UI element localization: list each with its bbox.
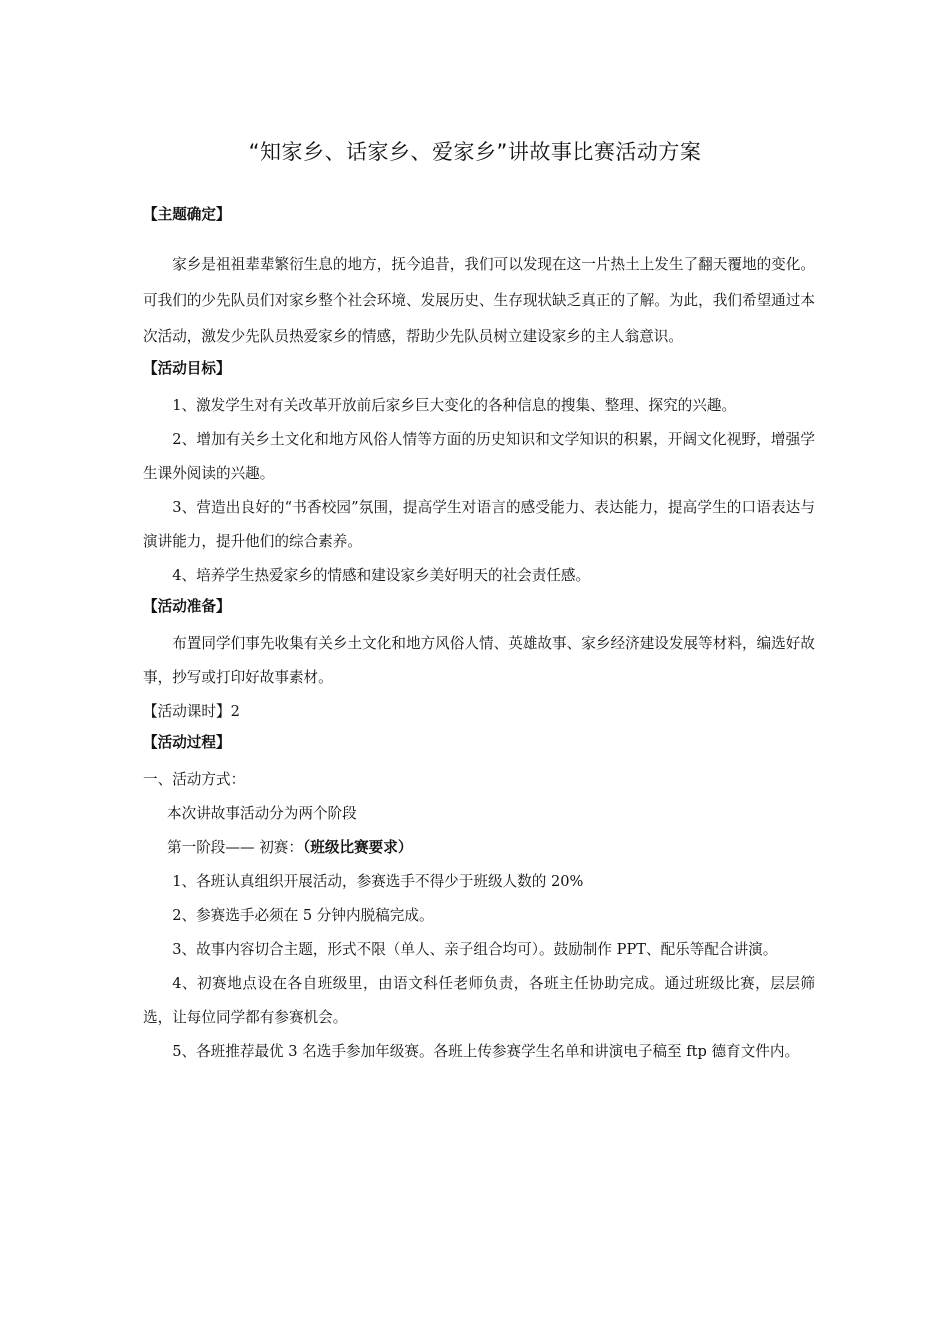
goal-item: 4、培养学生热爱家乡的情感和建设家乡美好明天的社会责任感。 (172, 567, 591, 584)
rule-item: 5、各班推荐最优 3 名选手参加年级赛。各班上传参赛学生名单和讲演电子稿至 ftp 德育文件内。 (172, 1043, 800, 1060)
goal-item: 2、增加有关乡土文化和地方风俗人情等方面的历史知识和文学知识的积累，开阔文化视野，增强学生课外阅读的兴趣。 (143, 431, 815, 482)
rule-item: 1、各班认真组织开展活动，参赛选手不得少于班级人数的 20% (172, 873, 584, 890)
process-intro: 本次讲故事活动分为两个阶段 (167, 805, 357, 822)
stage-one-line (143, 831, 815, 865)
paragraph-prep: 布置同学们事先收集有关乡土文化和地方风俗人情、英雄故事、家乡经济建设发展等材料，编选好故事，抄写或打印好故事素材。 (143, 635, 815, 686)
section-heading-goals: 【活动目标】 (143, 360, 231, 377)
rule-item: 3、故事内容切合主题，形式不限（单人、亲子组合均可）。鼓励制作 PPT、配乐等配合讲演。 (172, 941, 778, 958)
stage-one-requirement: （班级比赛要求） (302, 839, 413, 856)
rule-item: 4、初赛地点设在各自班级里，由语文科任老师负责，各班主任协助完成。通过班级比赛，层层筛选，让每位同学都有参赛机会。 (143, 975, 815, 1026)
hours-line (143, 695, 815, 729)
hours-value: 2 (230, 703, 240, 720)
process-subheading: 一、活动方式： (143, 771, 246, 788)
section-heading-theme: 【主题确定】 (143, 206, 231, 223)
stage-one-label: 第一阶段—— 初赛： (167, 839, 303, 856)
section-heading-process: 【活动过程】 (143, 734, 231, 751)
paragraph-theme: 家乡是祖祖辈辈繁衍生息的地方，抚今追昔，我们可以发现在这一片热土上发生了翻天覆地的变化。可我们的少先队员们对家乡整个社会环境、发展历史、生存现状缺乏真正的了解。为此，我们希望通过本次活动，激发少先队员热爱家乡的情感，帮助少先队员树立建设家乡的主人翁意识。 (143, 256, 815, 345)
hours-label: 【活动课时】 (143, 703, 231, 720)
section-heading-prep: 【活动准备】 (143, 598, 231, 615)
rule-item: 2、参赛选手必须在 5 分钟内脱稿完成。 (172, 907, 434, 924)
goal-item: 1、激发学生对有关改革开放前后家乡巨大变化的各种信息的搜集、整理、探究的兴趣。 (172, 397, 737, 414)
document-body (143, 201, 815, 1069)
document-title: “知家乡、话家乡、爱家乡”讲故事比赛活动方案 (248, 140, 702, 164)
goal-item: 3、营造出良好的“书香校园”氛围，提高学生对语言的感受能力、表达能力，提高学生的口语表达与演讲能力，提升他们的综合素养。 (143, 499, 815, 550)
